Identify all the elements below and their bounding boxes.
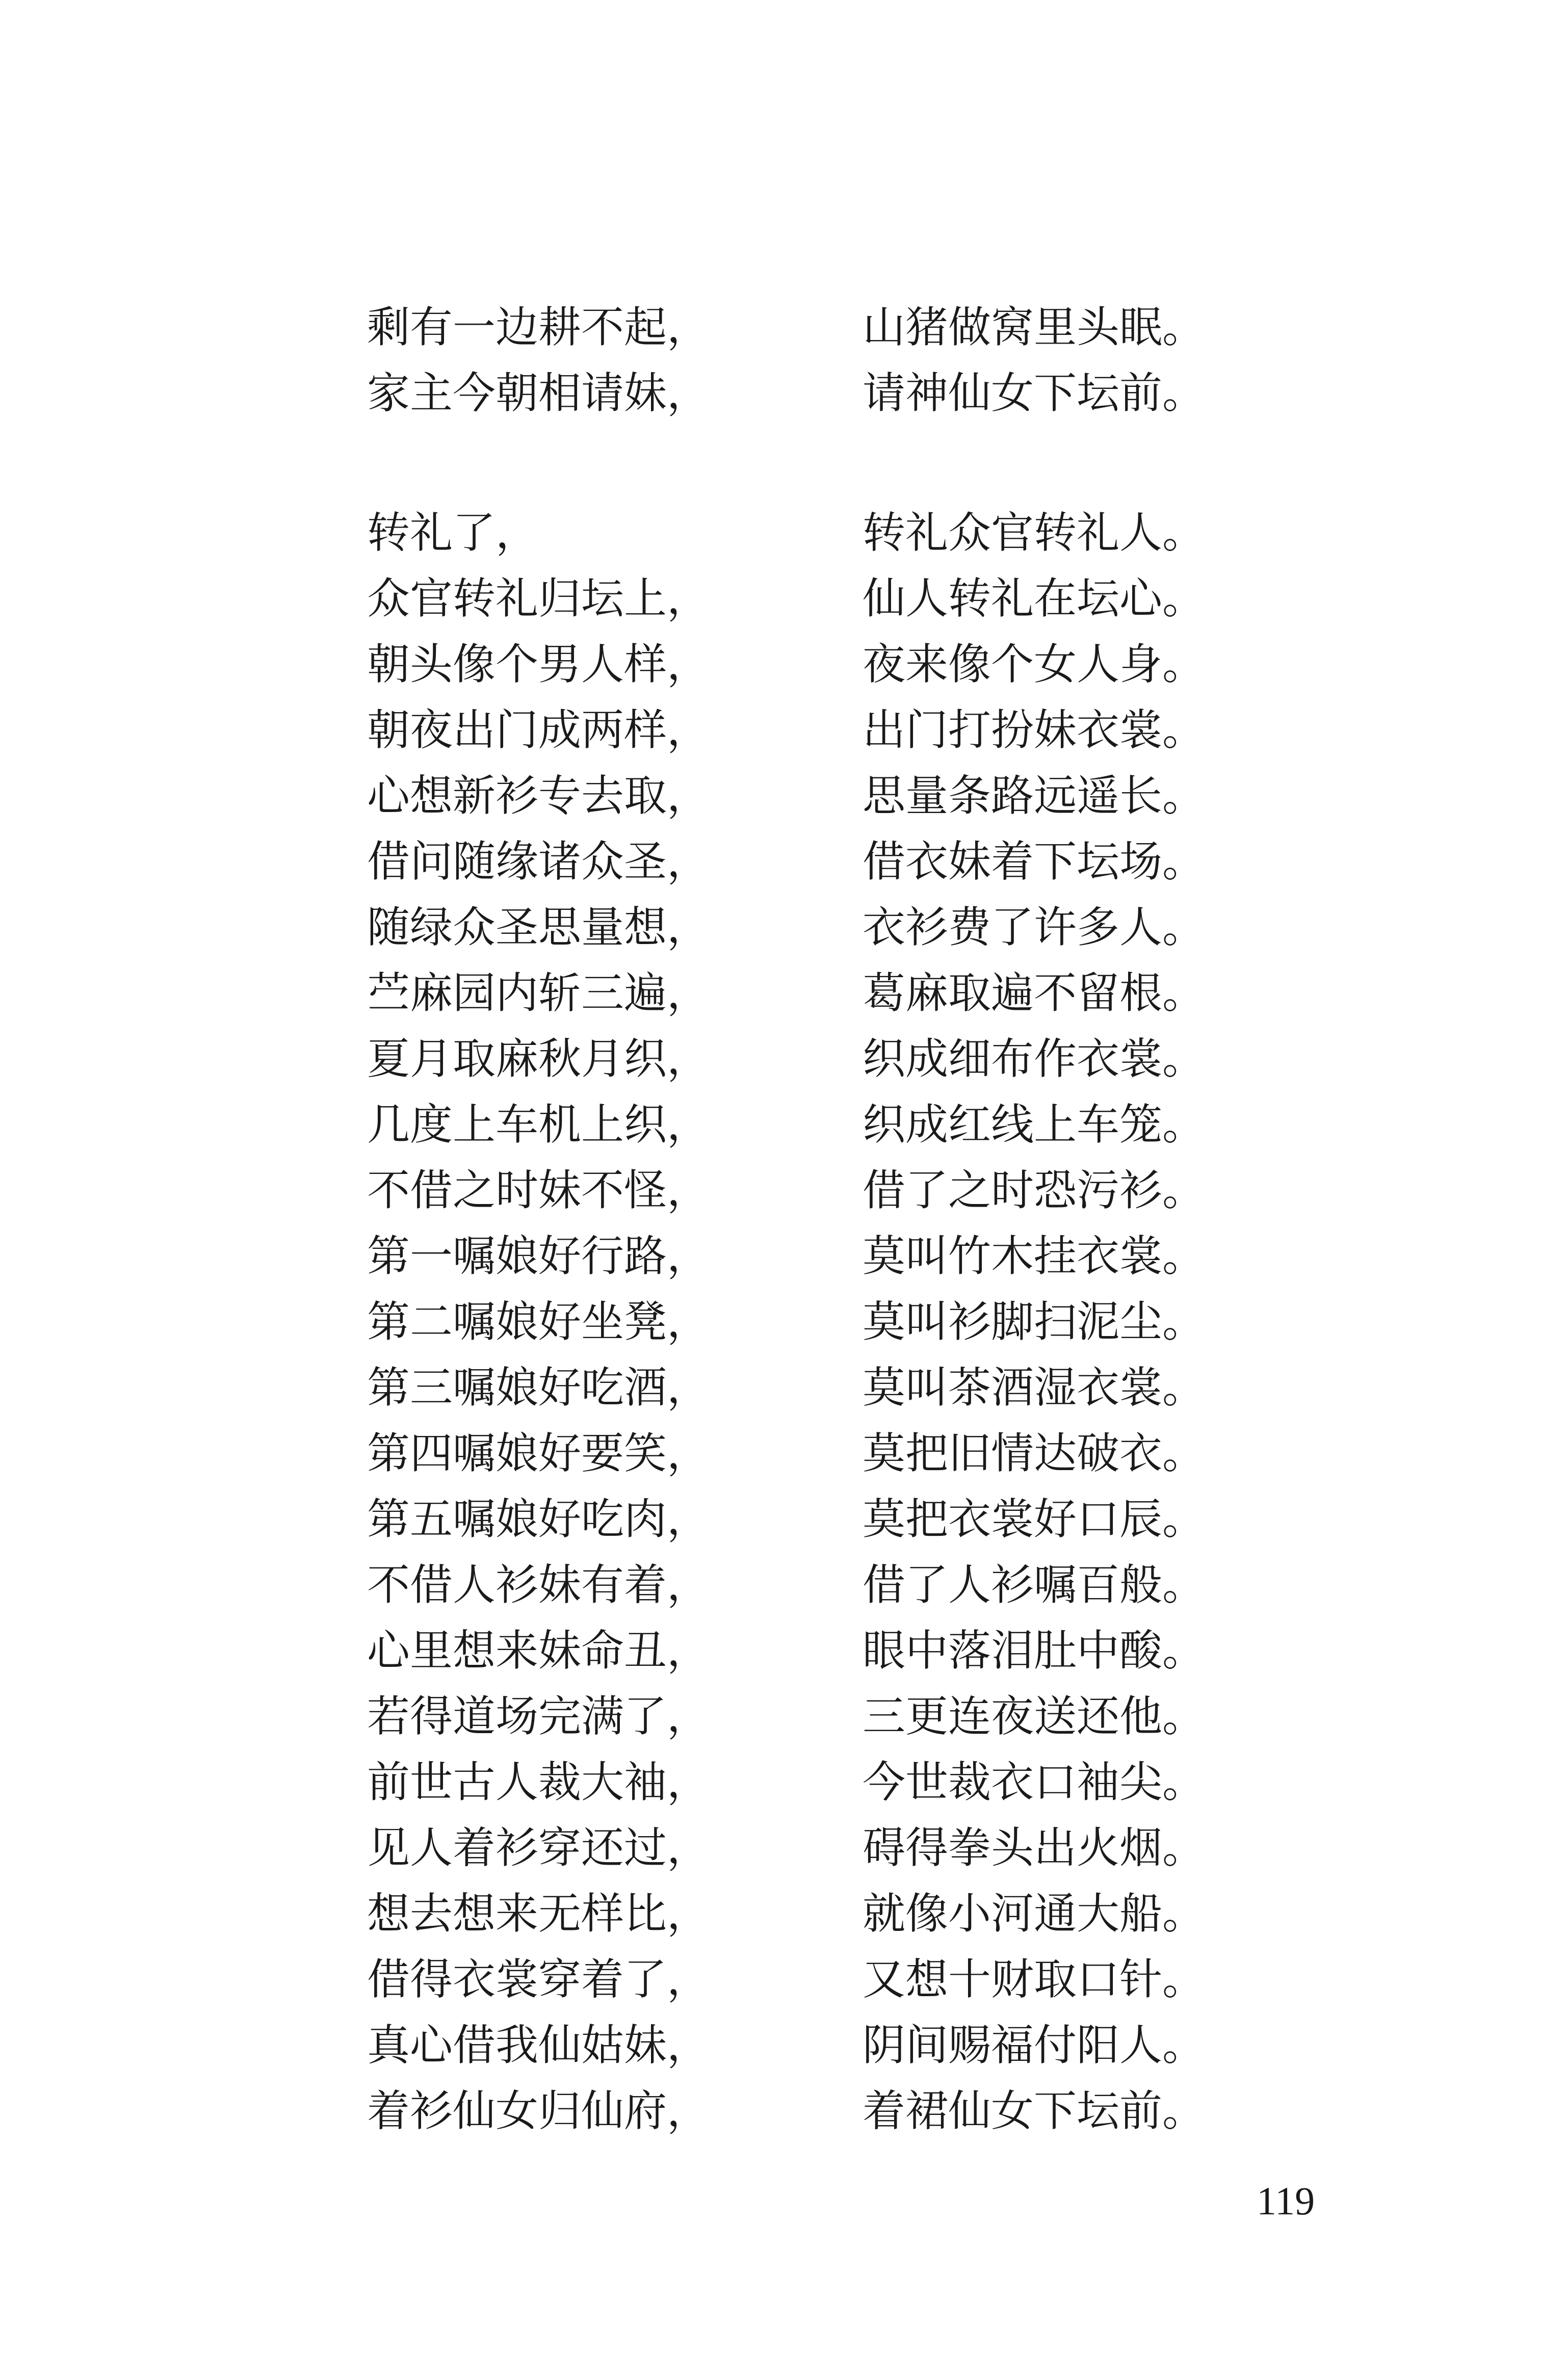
verse-left: 不借之时妹不怪， xyxy=(367,1165,710,1215)
verse-left: 随绿众圣思量想， xyxy=(367,902,710,952)
verse-line xyxy=(0,1947,1566,2012)
verse-line xyxy=(0,1486,1566,1552)
page-number: 119 xyxy=(1257,2179,1315,2223)
verse-right: 思量条路远遥长。 xyxy=(863,771,1206,821)
verse-right: 阴间赐福付阳人。 xyxy=(863,2020,1206,2070)
stanza-2 xyxy=(0,500,1566,2144)
verse-left: 心想新衫专去取， xyxy=(367,771,710,821)
verse-line xyxy=(0,1881,1566,1947)
verse-right: 今世裁衣口袖尖。 xyxy=(863,1757,1206,1807)
verse-right: 葛麻取遍不留根。 xyxy=(863,968,1206,1018)
verse-left: 第二嘱娘好坐凳， xyxy=(367,1297,710,1347)
verse-right: 夜来像个女人身。 xyxy=(863,639,1206,689)
verse-right: 莫叫茶酒湿衣裳。 xyxy=(863,1363,1206,1413)
verse-right: 借衣妹着下坛场。 xyxy=(863,836,1206,886)
verse-right: 就像小河通大船。 xyxy=(863,1889,1206,1939)
verse-right: 碍得拳头出火烟。 xyxy=(863,1823,1206,1873)
verse-right: 三更连夜送还他。 xyxy=(863,1691,1206,1741)
verse-left: 苎麻园内斩三遍， xyxy=(367,968,710,1018)
verse-line xyxy=(0,1158,1566,1223)
verse-left: 见人着衫穿还过， xyxy=(367,1823,710,1873)
verse-right: 织成红线上车笼。 xyxy=(863,1100,1206,1149)
verse-line xyxy=(0,1289,1566,1355)
verse-right: 转礼众官转礼人。 xyxy=(863,508,1206,558)
verse-right: 借了人衫嘱百般。 xyxy=(863,1560,1206,1610)
verse-line xyxy=(0,2012,1566,2078)
verse-right: 莫把衣裳好口辰。 xyxy=(863,1494,1206,1544)
verse-line xyxy=(0,360,1566,426)
verse-line xyxy=(0,1026,1566,1092)
verse-left: 众官转礼归坛上， xyxy=(367,573,710,623)
verse-left: 第一嘱娘好行路， xyxy=(367,1231,710,1281)
verse-right: 仙人转礼在坛心。 xyxy=(863,573,1206,623)
verse-left: 借得衣裳穿着了， xyxy=(367,1954,710,2004)
verse-line xyxy=(0,697,1566,763)
verse-line xyxy=(0,566,1566,632)
verse-left: 想去想来无样比， xyxy=(367,1889,710,1939)
verse-right: 山猪做窝里头眠。 xyxy=(863,302,1206,352)
verse-line xyxy=(0,1618,1566,1684)
verse-left: 第五嘱娘好吃肉， xyxy=(367,1494,710,1544)
verse-right: 莫把旧情达破衣。 xyxy=(863,1428,1206,1478)
verse-right: 衣衫费了许多人。 xyxy=(863,902,1206,952)
verse-right: 借了之时恐污衫。 xyxy=(863,1165,1206,1215)
verse-line xyxy=(0,763,1566,829)
verse-right: 织成细布作衣裳。 xyxy=(863,1034,1206,1084)
verse-line xyxy=(0,829,1566,895)
verse-line xyxy=(0,1815,1566,1881)
verse-left: 第三嘱娘好吃酒， xyxy=(367,1363,710,1413)
verse-left: 几度上车机上织， xyxy=(367,1100,710,1149)
verse-right: 莫叫衫脚扫泥尘。 xyxy=(863,1297,1206,1347)
verse-line xyxy=(0,1355,1566,1421)
verse-left: 心里想来妹命丑， xyxy=(367,1626,710,1676)
verse-line xyxy=(0,960,1566,1026)
verse-line xyxy=(0,500,1566,566)
verse-line xyxy=(0,1749,1566,1815)
stanza-1 xyxy=(0,295,1566,426)
verse-line xyxy=(0,1421,1566,1486)
verse-left: 不借人衫妹有着， xyxy=(367,1560,710,1610)
verse-left: 第四嘱娘好要笑， xyxy=(367,1428,710,1478)
verse-left: 真心借我仙姑妹， xyxy=(367,2020,710,2070)
verse-left: 朝夜出门成两样， xyxy=(367,705,710,755)
verse-left: 剩有一边耕不起， xyxy=(367,302,710,352)
verse-right: 着裙仙女下坛前。 xyxy=(863,2086,1206,2136)
verse-line xyxy=(0,2078,1566,2144)
verse-right: 又想十财取口针。 xyxy=(863,1954,1206,2004)
verse-right: 莫叫竹木挂衣裳。 xyxy=(863,1231,1206,1281)
verse-left: 朝头像个男人样， xyxy=(367,639,710,689)
verse-line xyxy=(0,1092,1566,1158)
verse-line xyxy=(0,1552,1566,1618)
verse-left: 若得道场完满了， xyxy=(367,1691,710,1741)
verse-right: 出门打扮妹衣裳。 xyxy=(863,705,1206,755)
verse-line xyxy=(0,295,1566,360)
verse-right: 请神仙女下坛前。 xyxy=(863,368,1206,418)
verse-line xyxy=(0,1223,1566,1289)
verse-left: 前世古人裁大袖， xyxy=(367,1757,710,1807)
verse-left: 夏月取麻秋月织， xyxy=(367,1034,710,1084)
verse-left: 着衫仙女归仙府， xyxy=(367,2086,710,2136)
verse-left: 转礼了， xyxy=(367,508,539,558)
verse-line xyxy=(0,895,1566,960)
verse-left: 借问随缘诸众圣， xyxy=(367,836,710,886)
verse-line xyxy=(0,632,1566,697)
verse-line xyxy=(0,1684,1566,1749)
verse-left: 家主今朝相请妹， xyxy=(367,368,710,418)
verse-right: 眼中落泪肚中酸。 xyxy=(863,1626,1206,1676)
